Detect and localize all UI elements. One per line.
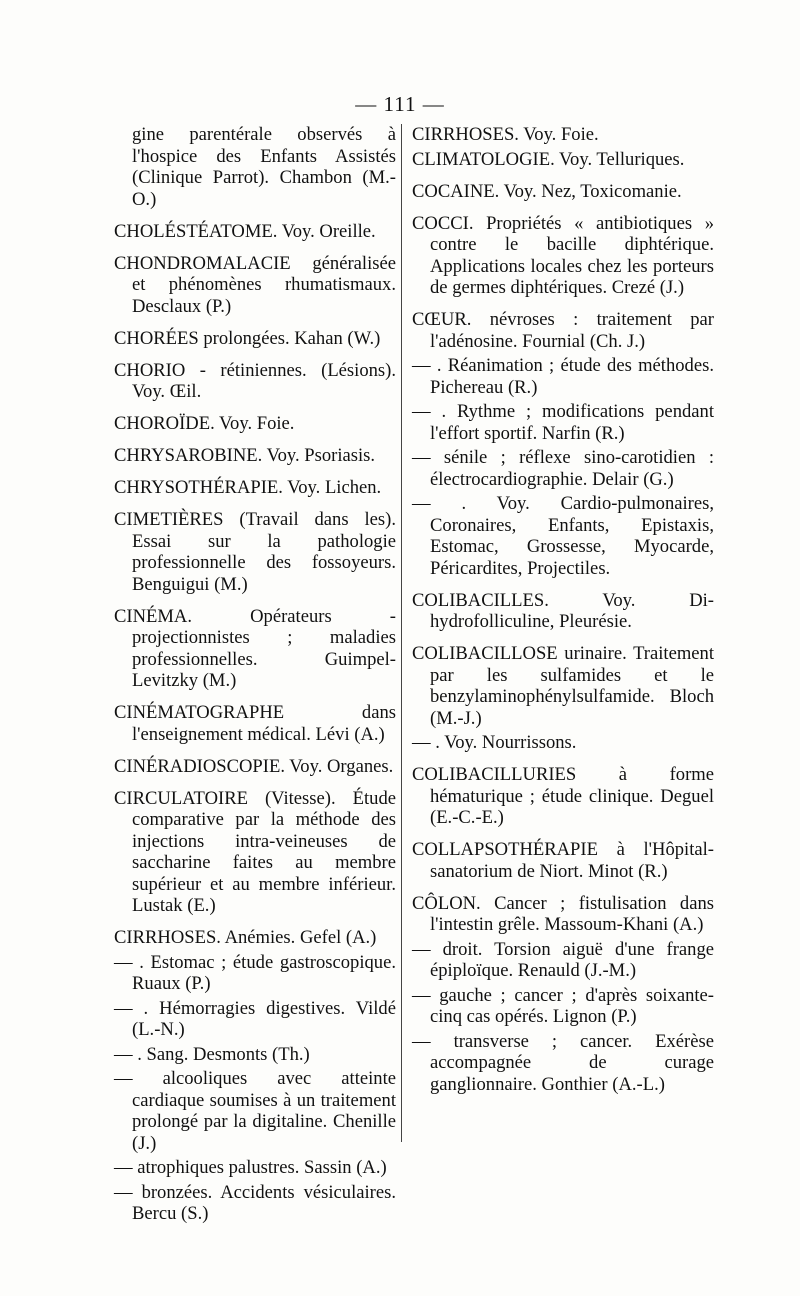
index-entry: COLIBACILLES. Voy. Di-hydrofolliculine, Pleurésie.: [412, 589, 714, 632]
index-entry: — droit. Torsion aiguë d'une frange épiploïque. Renauld (J.-M.): [412, 938, 714, 981]
index-entry: CÔLON. Cancer ; fistulisation dans l'intestin grêle. Massoum-Khani (A.): [412, 892, 714, 935]
index-entry: gine parentérale observés à l'hospice des Enfants Assistés (Clinique Parrot). Chambon (M.-O.): [132, 124, 396, 210]
index-entry: CINÉMATOGRAPHE dans l'enseignement médical. Lévi (A.): [114, 702, 396, 745]
index-entry: CHOROÏDE. Voy. Foie.: [114, 413, 295, 434]
index-entry: — atrophiques palustres. Sassin (A.): [114, 1157, 387, 1178]
index-entry: CŒUR. névroses : traitement par l'adénosine. Fournial (Ch. J.): [412, 309, 714, 352]
index-entry: — . Réanimation ; étude des méthodes. Pichereau (R.): [412, 355, 714, 398]
index-entry: CHRYSAROBINE. Voy. Psoriasis.: [114, 445, 376, 466]
index-entry: — . Hémorragies digestives. Vildé (L.-N.): [114, 997, 396, 1040]
index-entry: COLLAPSOTHÉRAPIE à l'Hôpital-sanatorium de Niort. Minot (R.): [412, 839, 714, 882]
index-entry: — sénile ; réflexe sino-carotidien : électrocardiographie. Delair (G.): [412, 447, 714, 490]
index-entry: CHORÉES prolongées. Kahan (W.): [114, 327, 381, 349]
index-entry: CINÉMA. Opérateurs - projectionnistes ; maladies professionnelles. Guimpel-Levitzky (M.): [114, 605, 396, 691]
index-entry: — . Sang. Desmonts (Th.): [114, 1043, 310, 1065]
index-entry: COLIBACILLOSE urinaire. Traitement par les sulfamides et le benzylaminophénylsulfamide. Bloch (M.-J.): [412, 643, 714, 729]
index-entry: — . Voy. Cardio-pulmonaires, Coronaires, Enfants, Epistaxis, Estomac, Grossesse, Myocarde, Péricardites, Projectiles.: [412, 493, 714, 579]
index-entry: — bronzées. Accidents vésiculaires. Bercu (S.): [114, 1181, 396, 1224]
index-entry: CHORIO - rétiniennes. (Lésions). Voy. Œil.: [114, 359, 396, 402]
page-number: — 111 —: [355, 92, 445, 116]
index-entry: CLIMATOLOGIE. Voy. Telluriques.: [412, 148, 685, 170]
index-entry: — . Estomac ; étude gastroscopique. Ruaux (P.): [114, 951, 396, 994]
index-entry: CHOLÉSTÉATOME. Voy. Oreille.: [114, 220, 376, 242]
index-entry: CIRRHOSES. Voy. Foie.: [412, 124, 599, 145]
column-divider: [401, 124, 402, 1142]
index-entry: — transverse ; cancer. Exérèse accompagnée de curage ganglionnaire. Gonthier (A.-L.): [412, 1030, 714, 1095]
index-entry: — alcooliques avec atteinte cardiaque soumises à un traitement prolongé par la digitaline. Chenille (J.): [114, 1068, 396, 1154]
index-entry: CHRYSOTHÉRAPIE. Voy. Lichen.: [114, 477, 382, 498]
index-entry: COLIBACILLURIES à forme hématurique ; étude clinique. Deguel (E.-C.-E.): [412, 764, 714, 828]
index-entry: COCAINE. Voy. Nez, Toxicomanie.: [412, 180, 682, 202]
index-entry: — . Rythme ; modifications pendant l'effort sportif. Narfin (R.): [412, 401, 714, 444]
right-column: [412, 124, 714, 1098]
index-entry: CHONDROMALACIE généralisée et phénomènes rhumatismaux. Desclaux (P.): [114, 252, 396, 317]
index-entry: — . Voy. Nourrissons.: [412, 732, 577, 753]
index-entry: COCCI. Propriétés « antibiotiques » contre le bacille diphtérique. Applications locales chez les porteurs de germes diphtériques. Crezé (J.): [412, 212, 714, 298]
index-entry: — gauche ; cancer ; d'après soixante-cinq cas opérés. Lignon (P.): [412, 984, 714, 1027]
left-column: [114, 124, 396, 1228]
index-entry: CINÉRADIOSCOPIE. Voy. Organes.: [114, 755, 394, 777]
index-entry: CIRRHOSES. Anémies. Gefel (A.): [114, 927, 377, 948]
index-entry: CIMETIÈRES (Travail dans les). Essai sur la pathologie professionnelle des fossoyeurs. Benguigui (M.): [114, 509, 396, 595]
index-entry: CIRCULATOIRE (Vitesse). Étude comparative par la méthode des injections intra-veineuses de saccharine faites au membre supérieur et au membre inférieur. Lustak (E.): [114, 787, 396, 916]
